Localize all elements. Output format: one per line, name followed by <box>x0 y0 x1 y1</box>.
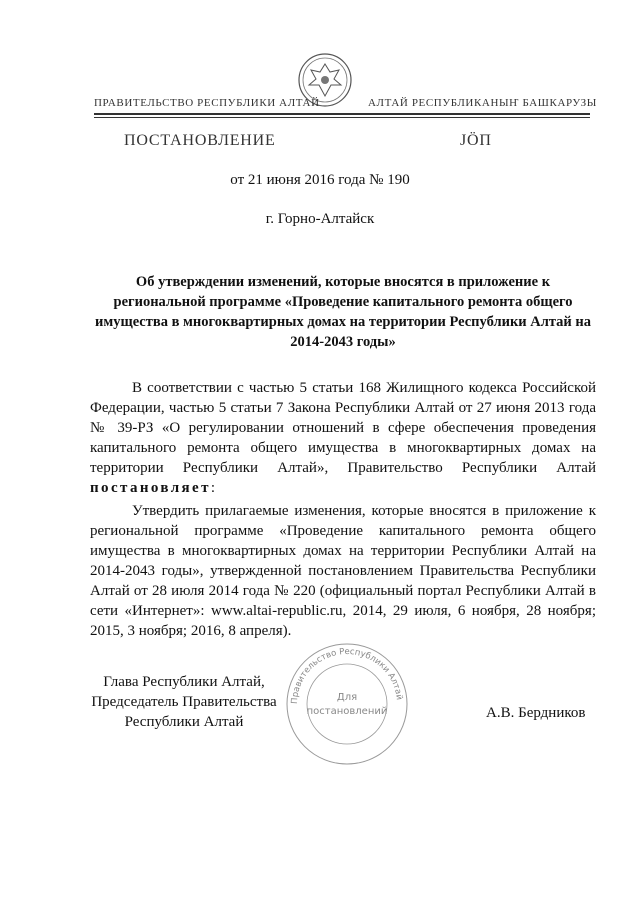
doc-type-ru: ПОСТАНОВЛЕНИЕ <box>124 132 276 149</box>
document-date-number: от 21 июня 2016 года № 190 <box>230 172 410 188</box>
official-stamp <box>283 640 411 768</box>
signatory-position <box>86 672 282 732</box>
stamp-ring-text: Правительство Республики Алтай <box>289 646 404 705</box>
doc-type-alt: JÖП <box>460 132 492 149</box>
paragraph-2-text: Утвердить прилагаемые изменения, которые вносятся в приложение к региональной программе «Проведение капитального ремонта общего имущества в многоквартирных домах на территории Республики Алтай на 2014-2043 годы», утвержденной постановлением Правительства Республики Алтай от 28 июля 2014 года № 220 (официальный портал Республики Алтай в сети «Интернет»: www.altai-republic.ru, 2014, 29 июля, 6 ноября, 28 ноября; 2015, 3 ноября; 2016, 8 апреля). <box>90 503 596 639</box>
signatory-position-line2: Председатель Правительства <box>91 694 277 710</box>
signatory-position-line1: Глава Республики Алтай, <box>103 674 265 690</box>
header-divider-thick <box>94 113 590 115</box>
paragraph-2 <box>90 501 596 641</box>
header-divider-thin <box>94 117 590 118</box>
stamp-center-line1: Для <box>336 692 358 703</box>
decree-suffix: : <box>210 480 216 496</box>
document-city: г. Горно-Алтайск <box>265 211 375 227</box>
decree-word: постановляет <box>90 480 211 496</box>
signatory-name: А.В. Бердников <box>486 705 586 721</box>
paragraph-1 <box>90 378 596 498</box>
stamp-center-line2: постановлений <box>306 706 388 717</box>
government-name-ru: ПРАВИТЕЛЬСТВО РЕСПУБЛИКИ АЛТАЙ <box>94 97 320 109</box>
government-name-alt: АЛТАЙ РЕСПУБЛИКАНЫҤ БАШКАРУЗЫ <box>368 97 597 109</box>
paragraph-1-text: В соответствии с частью 5 статьи 168 Жилищного кодекса Российской Федерации, частью 5 статьи 7 Закона Республики Алтай от 27 июня 2013 года № 39-РЗ «О регулировании отношений в сфере обеспечения проведения капитального ремонта общего имущества в многоквартирных домах на территории Республики Алтай», Правительство Республики Алтай <box>90 380 596 476</box>
document-title: Об утверждении изменений, которые вносятся в приложение к региональной программе «Проведение капитального ремонта общего имущества в многоквартирных домах на территории Республики Алтай на 2014-2043 годы» <box>94 274 592 350</box>
signatory-position-line3: Республики Алтай <box>124 714 244 730</box>
